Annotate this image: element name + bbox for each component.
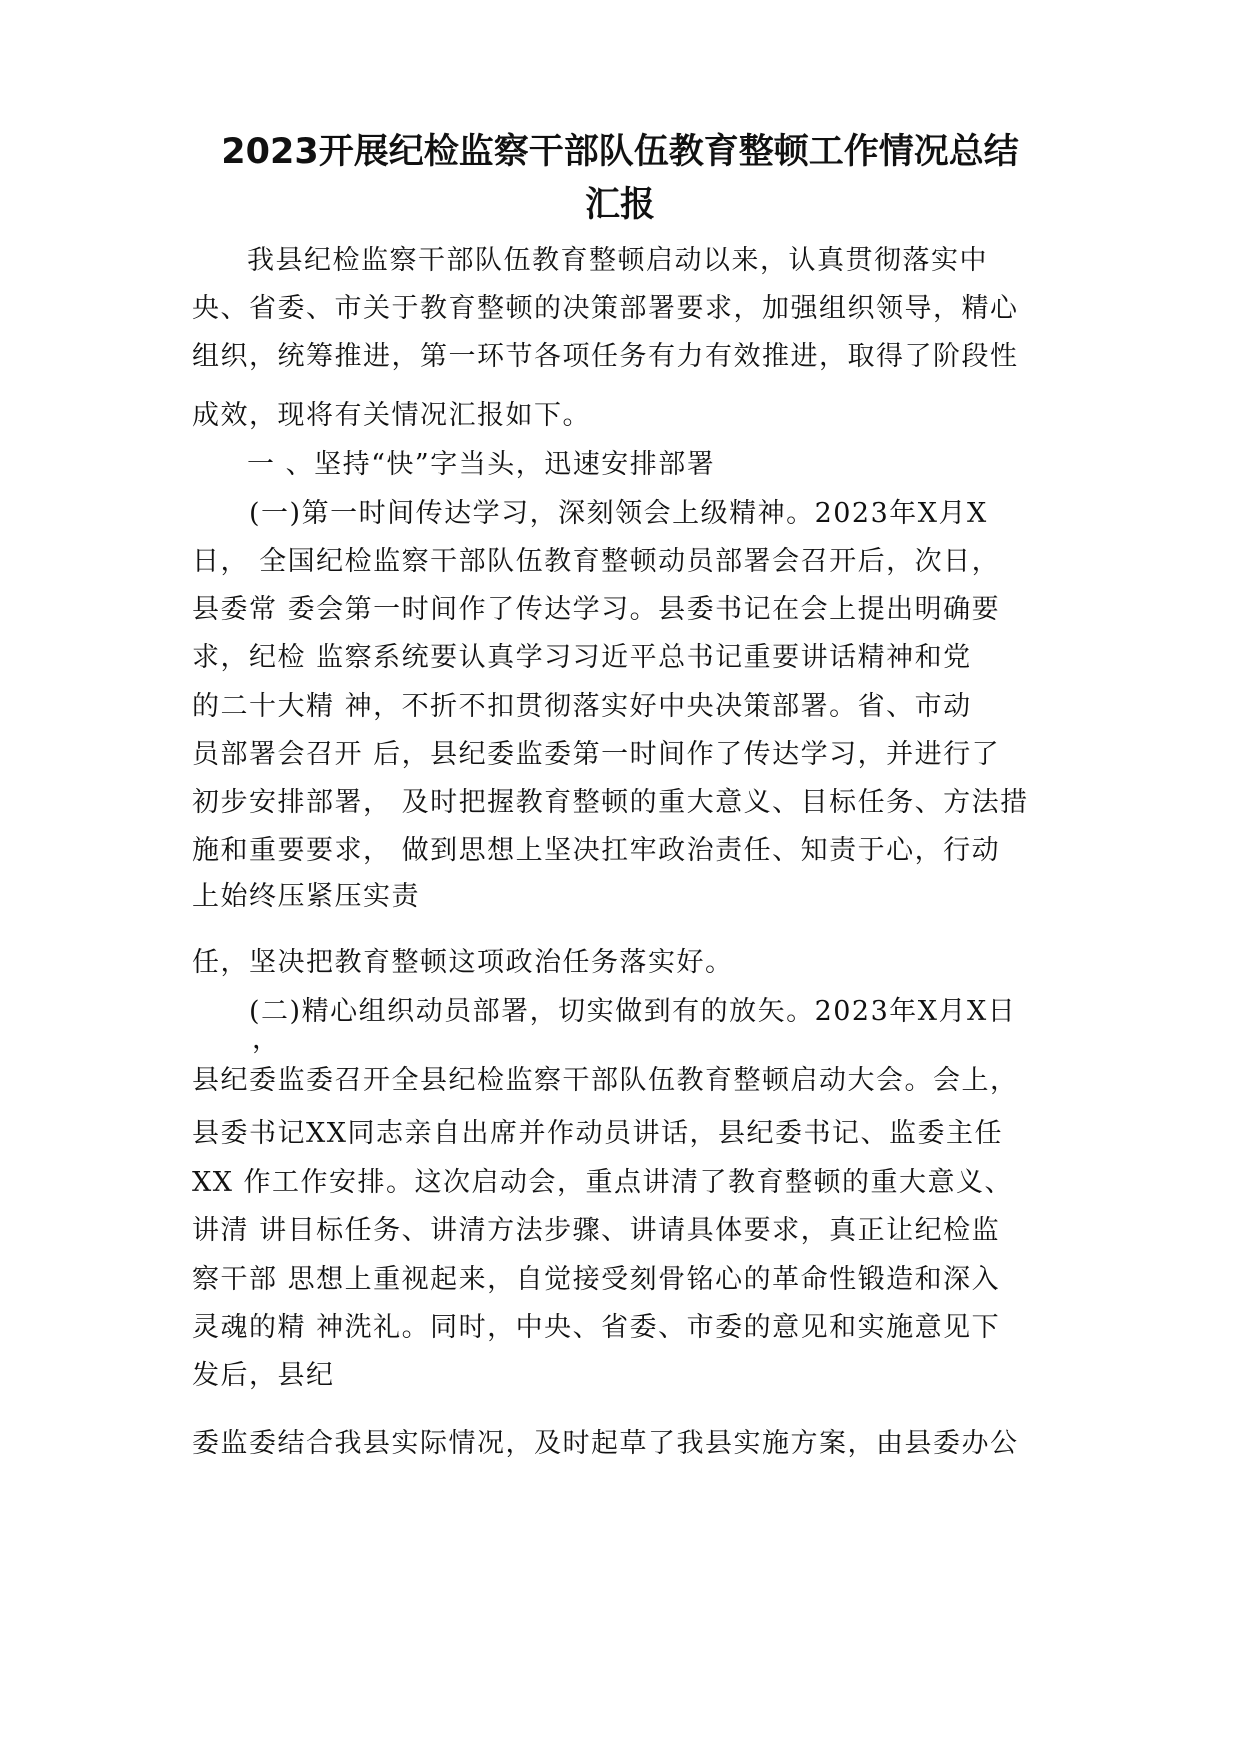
paragraph-line: 央、省委、市关于教育整顿的决策部署要求，加强组织领导，精心	[192, 293, 1019, 324]
paragraph-line: 上始终压紧压实责	[192, 881, 420, 912]
document-title-line-1: 2023开展纪检监察干部队伍教育整顿工作情况总结	[221, 132, 1019, 172]
paragraph-line: ，	[252, 1024, 281, 1055]
paragraph-line: 发后，县纪	[192, 1360, 335, 1391]
paragraph-line: 求，纪检 监察系统要认真学习习近平总书记重要讲话精神和党	[192, 642, 972, 673]
paragraph-line: 成效，现将有关情况汇报如下。	[192, 400, 591, 431]
paragraph-line: 察干部 思想上重视起来，自觉接受刻骨铭心的革命性锻造和深入	[192, 1264, 1001, 1295]
paragraph-line: (一)第一时间传达学习，深刻领会上级精神。2023年X月X	[249, 498, 988, 529]
paragraph-line: XX 作工作安排。这次启动会，重点讲清了教育整顿的重大意义、	[192, 1167, 1014, 1198]
paragraph-line: 任，坚决把教育整顿这项政治任务落实好。	[192, 947, 734, 978]
paragraph-line: 员部署会召开 后，县纪委监委第一时间作了传达学习，并进行了	[192, 739, 1001, 770]
paragraph-line: 日， 全国纪检监察干部队伍教育整顿动员部署会召开后，次日，	[192, 546, 1001, 577]
paragraph-line: 我县纪检监察干部队伍教育整顿启动以来，认真贯彻落实中	[247, 245, 988, 276]
paragraph-line: 初步安排部署， 及时把握教育整顿的重大意义、目标任务、方法措	[192, 787, 1029, 818]
paragraph-line: 委监委结合我县实际情况，及时起草了我县实施方案，由县委办公	[192, 1428, 1019, 1459]
paragraph-line: 的二十大精 神，不折不扣贯彻落实好中央决策部署。省、市动	[192, 691, 972, 722]
paragraph-line: 县委常 委会第一时间作了传达学习。县委书记在会上提出明确要	[192, 594, 1001, 625]
paragraph-line: 组织，统筹推进，第一环节各项任务有力有效推进，取得了阶段性	[192, 341, 1019, 372]
document-title-line-2: 汇报	[584, 185, 655, 225]
paragraph-line: (二)精心组织动员部署，切实做到有的放矢。2023年X月X日	[249, 996, 1017, 1027]
paragraph-line: 施和重要要求， 做到思想上坚决扛牢政治责任、知责于心，行动	[192, 835, 1001, 866]
paragraph-line: 讲清 讲目标任务、讲清方法步骤、讲请具体要求，真正让纪检监	[192, 1215, 1001, 1246]
paragraph-line: 县委书记XX同志亲自出席并作动员讲话，县纪委书记、监委主任	[192, 1118, 1003, 1149]
paragraph-line: 灵魂的精 神洗礼。同时，中央、省委、市委的意见和实施意见下	[192, 1312, 1001, 1343]
section-heading: 一 、坚持“快”字当头，迅速安排部署	[247, 449, 716, 480]
paragraph-line: 县纪委监委召开全县纪检监察干部队伍教育整顿启动大会。会上，	[192, 1065, 1019, 1096]
